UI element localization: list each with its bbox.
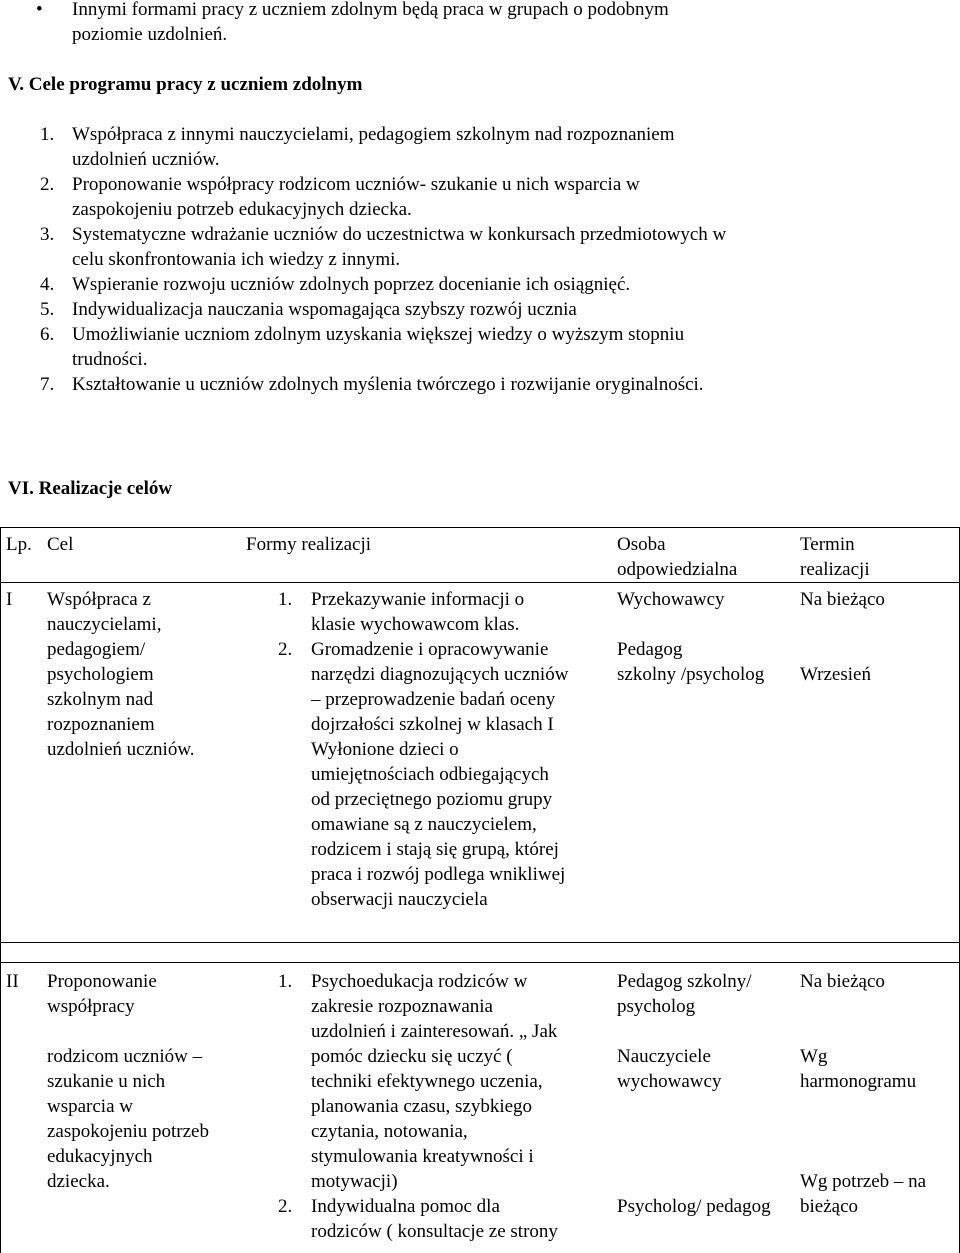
header-osoba-line-2: odpowiedzialna <box>617 559 738 580</box>
cell-line: Pedagog <box>617 639 683 660</box>
form-text: stymulowania kreatywności i <box>311 1146 534 1167</box>
row-1-termin <box>800 587 885 687</box>
goal-text: Proponowanie współpracy rodzicom uczniów- szukanie u nich wsparcia w <box>72 174 640 195</box>
row-2-osoba <box>617 969 771 1219</box>
cell-line: szukanie u nich <box>47 1071 166 1092</box>
form-text: uzdolnień i zainteresowań. „ Jak <box>311 1021 558 1042</box>
table-left-border <box>0 527 1 1253</box>
goal-number: 4. <box>40 274 55 295</box>
cell-line: uzdolnień uczniów. <box>47 739 195 760</box>
cell-line: Wg potrzeb – na <box>800 1171 927 1192</box>
table-header-border <box>0 582 960 583</box>
goal-number: 7. <box>40 374 55 395</box>
cell-line: Na bieżąco <box>800 971 885 992</box>
form-text: umiejętnościach odbiegających <box>311 764 549 785</box>
cell-line <box>617 1169 771 1194</box>
goal-text: Umożliwianie uczniom zdolnym uzyskania większej wiedzy o wyższym stopniu <box>72 324 685 345</box>
cell-line: nauczycielami, <box>47 614 162 635</box>
form-text: Psychoedukacja rodziców w <box>311 971 528 992</box>
section-5-heading: V. Cele programu pracy z uczniem zdolnym <box>8 74 363 95</box>
form-text: praca i rozwój podlega wnikliwej <box>311 864 566 885</box>
cell-line: zaspokojeniu potrzeb <box>47 1121 209 1142</box>
form-text: – przeprowadzenie badań oceny <box>311 689 556 710</box>
header-osoba <box>617 532 737 582</box>
cell-line: pedagogiem/ <box>47 639 146 660</box>
form-text: pomóc dziecku się uczyć ( <box>311 1046 513 1067</box>
goal-text: zaspokojeniu potrzeb edukacyjnych dziecka. <box>72 199 412 220</box>
cell-line <box>800 612 885 637</box>
cell-line: wychowawcy <box>617 1071 722 1092</box>
cell-line: Wrzesień <box>800 664 871 685</box>
form-text: Wyłonione dzieci o <box>311 739 459 760</box>
goal-number: 3. <box>40 224 55 245</box>
header-termin-line-1: Termin <box>800 534 855 555</box>
row-1-osoba <box>617 587 764 687</box>
form-text: Gromadzenie i opracowywanie <box>311 639 549 660</box>
cell-line: bieżąco <box>800 1196 859 1217</box>
cell-line: szkolny /psycholog <box>617 664 765 685</box>
goal-text: trudności. <box>72 349 148 370</box>
goal-number: 6. <box>40 324 55 345</box>
cell-line: wsparcia w <box>47 1096 133 1117</box>
cell-line: szkolnym nad <box>47 689 154 710</box>
cell-line: dziecka. <box>47 1171 110 1192</box>
goal-number: 2. <box>40 174 55 195</box>
row-2-lp: II <box>6 971 19 992</box>
form-text: narzędzi diagnozujących uczniów <box>311 664 569 685</box>
cell-line: Współpraca z <box>47 589 151 610</box>
cell-line: psychologiem <box>47 664 154 685</box>
cell-line <box>617 1094 771 1119</box>
cell-line: psycholog <box>617 996 696 1017</box>
table-top-border <box>0 527 960 528</box>
cell-line <box>617 1119 771 1144</box>
goal-text: Systematyczne wdrażanie uczniów do uczestnictwa w konkursach przedmiotowych w <box>72 224 727 245</box>
form-number: 2. <box>278 639 293 660</box>
goal-number: 5. <box>40 299 55 320</box>
row-1-cel <box>47 587 195 762</box>
cell-line <box>617 612 764 637</box>
cell-line: Nauczyciele <box>617 1046 711 1067</box>
header-formy: Formy realizacji <box>246 534 372 555</box>
cell-line: współpracy <box>47 996 135 1017</box>
goal-number: 1. <box>40 124 55 145</box>
cell-line: Na bieżąco <box>800 589 885 610</box>
form-text: motywacji) <box>311 1171 398 1192</box>
table-row-separator <box>0 942 960 943</box>
form-text: obserwacji nauczyciela <box>311 889 488 910</box>
cell-line <box>800 1144 926 1169</box>
form-text: rodziców ( konsultacje ze strony <box>311 1221 558 1242</box>
cell-line: rozpoznaniem <box>47 714 155 735</box>
form-text: dojrzałości szkolnej w klasach I <box>311 714 554 735</box>
cell-line <box>800 1019 926 1044</box>
table-row-separator <box>0 962 960 963</box>
cell-line: edukacyjnych <box>47 1146 153 1167</box>
header-lp: Lp. <box>6 534 32 555</box>
header-osoba-line-1: Osoba <box>617 534 666 555</box>
cell-line: Psycholog/ pedagog <box>617 1196 771 1217</box>
goal-text: Kształtowanie u uczniów zdolnych myślenia twórczego i rozwijanie oryginalności. <box>72 374 704 395</box>
form-number: 1. <box>278 589 293 610</box>
intro-bullet-line-2: poziomie uzdolnień. <box>72 24 228 45</box>
cell-line <box>800 1119 926 1144</box>
cell-line <box>617 1019 771 1044</box>
cell-line: harmonogramu <box>800 1071 917 1092</box>
form-text: Indywidualna pomoc dla <box>311 1196 500 1217</box>
intro-bullet-line-1: Innymi formami pracy z uczniem zdolnym będą praca w grupach o podobnym <box>72 0 669 20</box>
cell-line <box>800 637 885 662</box>
form-text: od przeciętnego poziomu grupy <box>311 789 553 810</box>
row-1-lp: I <box>6 589 13 610</box>
form-number: 2. <box>278 1196 293 1217</box>
goal-text: Współpraca z innymi nauczycielami, pedagogiem szkolnym nad rozpoznaniem <box>72 124 675 145</box>
cell-line <box>800 994 926 1019</box>
header-termin-line-2: realizacji <box>800 559 870 580</box>
goal-text: uzdolnień uczniów. <box>72 149 220 170</box>
cell-line <box>800 1094 926 1119</box>
cell-line <box>47 1019 209 1044</box>
goal-text: Indywidualizacja nauczania wspomagająca szybszy rozwój ucznia <box>72 299 577 320</box>
cell-line <box>617 1144 771 1169</box>
cell-line: Wg <box>800 1046 828 1067</box>
form-text: zakresie rozpoznawania <box>311 996 493 1017</box>
cell-line: Proponowanie <box>47 971 157 992</box>
cell-line: Pedagog szkolny/ <box>617 971 752 992</box>
header-cel: Cel <box>47 534 74 555</box>
form-text: Przekazywanie informacji o <box>311 589 525 610</box>
form-number: 1. <box>278 971 293 992</box>
row-2-cel <box>47 969 209 1194</box>
section-6-heading: VI. Realizacje celów <box>8 478 173 499</box>
header-termin <box>800 532 870 582</box>
goal-text: Wspieranie rozwoju uczniów zdolnych poprzez docenianie ich osiągnięć. <box>72 274 631 295</box>
form-text: techniki efektywnego uczenia, <box>311 1071 543 1092</box>
cell-line: rodzicom uczniów – <box>47 1046 203 1067</box>
row-2-termin <box>800 969 926 1219</box>
form-text: rodzicem i stają się grupą, której <box>311 839 559 860</box>
form-text: klasie wychowawcom klas. <box>311 614 520 635</box>
goal-text: celu skonfrontowania ich wiedzy z innymi. <box>72 249 401 270</box>
bullet-icon: • <box>36 0 43 20</box>
form-text: czytania, notowania, <box>311 1121 468 1142</box>
form-text: planowania czasu, szybkiego <box>311 1096 533 1117</box>
form-text: omawiane są z nauczycielem, <box>311 814 537 835</box>
cell-line: Wychowawcy <box>617 589 725 610</box>
